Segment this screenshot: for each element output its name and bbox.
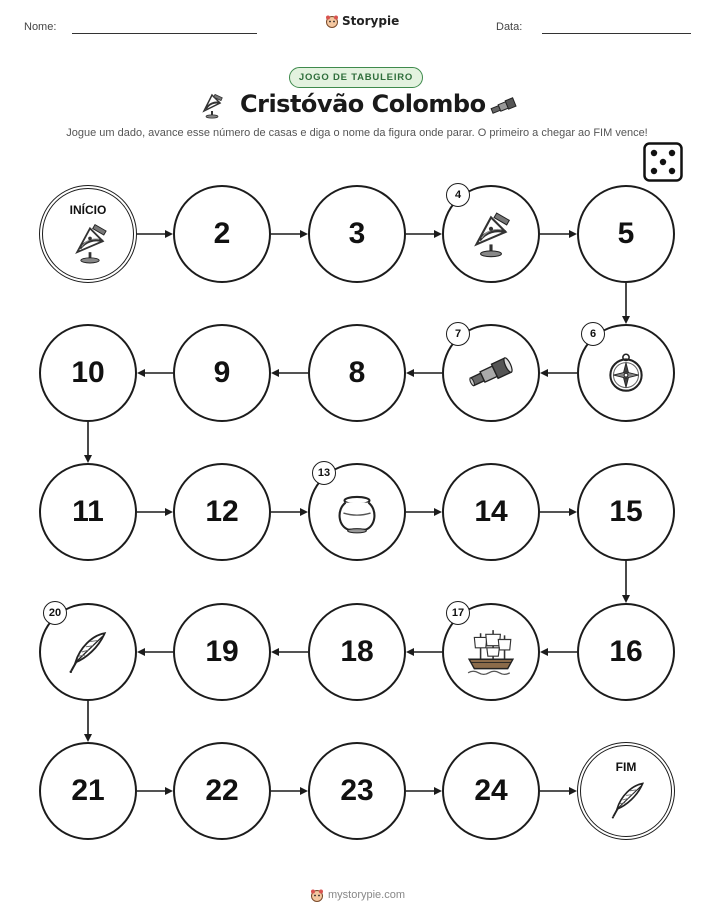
path-arrow — [271, 787, 308, 795]
path-arrow — [137, 508, 173, 516]
footer — [310, 888, 405, 902]
space-number: 24 — [474, 774, 508, 807]
footer-url: mystorypie.com — [328, 889, 406, 901]
instructions: Jogue um dado, avance esse número de casas e diga o nome da figura onde parar. O primeiro a chegar ao FIM vence! — [66, 127, 648, 139]
path-arrow — [137, 369, 173, 377]
path-arrow — [540, 369, 577, 377]
path-arrow — [137, 787, 173, 795]
space-number: 22 — [205, 774, 239, 807]
board-space-25[interactable] — [577, 742, 675, 840]
name-label: Nome: — [24, 21, 57, 33]
path-arrow — [406, 508, 442, 516]
path-arrow — [84, 701, 92, 742]
board-space-15[interactable] — [577, 463, 675, 561]
storypie-mascot-icon — [310, 888, 324, 902]
path-arrow — [271, 230, 308, 238]
path-arrow — [271, 508, 308, 516]
path-arrow — [540, 508, 577, 516]
board-space-8[interactable] — [308, 324, 406, 422]
space-number: 3 — [348, 217, 366, 250]
sextant-icon — [466, 209, 516, 259]
board-space-19[interactable] — [173, 603, 271, 701]
path-arrow — [540, 648, 577, 656]
game-type-badge: JOGO DE TABULEIRO — [289, 67, 423, 88]
board-space-9[interactable] — [173, 324, 271, 422]
space-number: 2 — [213, 217, 231, 250]
path-arrow — [622, 283, 630, 324]
pot-icon — [332, 487, 382, 537]
space-number-badge: 6 — [581, 322, 605, 346]
quill-icon — [606, 778, 650, 822]
path-arrow — [406, 787, 442, 795]
page-title: Cristóvão Colombo — [240, 90, 486, 118]
space-number: 5 — [617, 217, 635, 250]
board-space-22[interactable] — [173, 742, 271, 840]
board-space-1[interactable] — [39, 185, 137, 283]
board-space-11[interactable] — [39, 463, 137, 561]
space-label: FIM — [615, 760, 637, 774]
space-number: 19 — [205, 635, 239, 668]
date-label: Data: — [496, 21, 523, 33]
space-number: 16 — [609, 635, 643, 668]
space-number: 12 — [205, 495, 239, 528]
space-number-badge: 13 — [312, 461, 336, 485]
space-label: INÍCIO — [69, 203, 107, 217]
path-arrow — [137, 648, 173, 656]
board-space-14[interactable] — [442, 463, 540, 561]
path-arrow — [406, 230, 442, 238]
space-number: 18 — [340, 635, 374, 668]
board-space-3[interactable] — [308, 185, 406, 283]
path-arrow — [540, 787, 577, 795]
path-arrow — [406, 369, 442, 377]
space-number-badge: 17 — [446, 601, 470, 625]
board-space-5[interactable] — [577, 185, 675, 283]
board-space-21[interactable] — [39, 742, 137, 840]
board-space-6[interactable] — [577, 324, 675, 422]
space-number: 11 — [72, 495, 104, 528]
board-space-12[interactable] — [173, 463, 271, 561]
space-number: 23 — [340, 774, 374, 807]
board-space-13[interactable] — [308, 463, 406, 561]
path-arrow — [271, 648, 308, 656]
path-arrow — [137, 230, 173, 238]
space-number: 9 — [213, 356, 231, 389]
board-space-2[interactable] — [173, 185, 271, 283]
board-space-7[interactable] — [442, 324, 540, 422]
path-arrow — [271, 369, 308, 377]
ship-icon — [466, 627, 516, 677]
spyglass-icon — [466, 348, 516, 398]
board-space-23[interactable] — [308, 742, 406, 840]
space-number-badge: 20 — [43, 601, 67, 625]
board-space-24[interactable] — [442, 742, 540, 840]
space-number: 8 — [348, 356, 366, 389]
space-number: 14 — [474, 495, 508, 528]
board-space-10[interactable] — [39, 324, 137, 422]
space-number-badge: 7 — [446, 322, 470, 346]
space-number: 21 — [71, 774, 105, 807]
brand-name: Storypie — [342, 14, 400, 28]
path-arrow — [84, 422, 92, 463]
space-number-badge: 4 — [446, 183, 470, 207]
quill-icon — [63, 627, 113, 677]
board-space-20[interactable] — [39, 603, 137, 701]
path-arrow — [622, 561, 630, 603]
sextant-icon — [68, 221, 112, 265]
space-number: 15 — [609, 495, 643, 528]
board-space-17[interactable] — [442, 603, 540, 701]
board-space-16[interactable] — [577, 603, 675, 701]
path-arrow — [540, 230, 577, 238]
board-space-18[interactable] — [308, 603, 406, 701]
board-space-4[interactable] — [442, 185, 540, 283]
space-number: 10 — [71, 356, 105, 389]
path-arrow — [406, 648, 442, 656]
compass-icon — [601, 348, 651, 398]
